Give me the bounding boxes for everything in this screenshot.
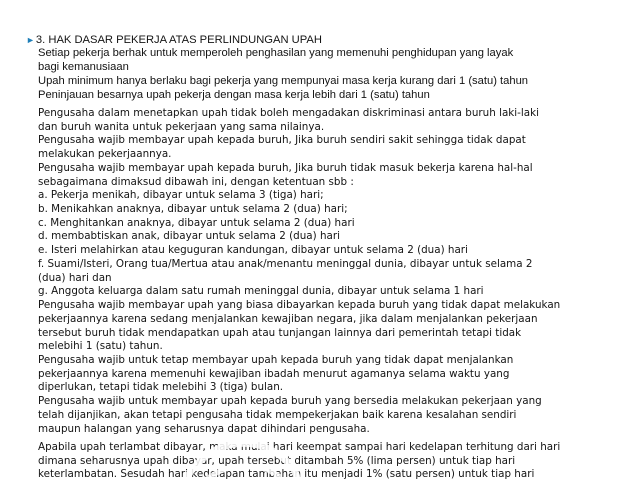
- footer-paragraph: [38, 441, 633, 482]
- body-line: Pengusaha wajib membayar upah kepada buruh, Jika buruh sendiri sakit sehingga tidak dapat: [38, 134, 526, 147]
- footer-line: dimana seharusnya upah dibayar, upah tersebut ditambah 5% (lima persen) untuk tiap hari: [38, 454, 516, 467]
- footer-line: Apabila upah terlambat dibayar, maka mulai hari keempat sampai hari kedelapan terhitung dari hari: [38, 441, 561, 453]
- body-line: tersebut buruh tidak mendapatkan upah atau tunjangan lainnya dari pemerintah tetapi tidak: [38, 326, 522, 339]
- body-line: Pengusaha wajib membayar upah kepada buruh, Jika buruh tidak masuk bekerja karena hal-hal: [38, 161, 533, 174]
- body-line: melebihi 1 (satu) tahun.: [38, 340, 163, 353]
- list-item: b. Menikahkan anaknya, dibayar untuk selama 2 (dua) hari;: [38, 203, 348, 216]
- intro-line: Peninjauan besarnya upah pekerja dengan masa kerja lebih dari 1 (satu) tahun: [38, 89, 430, 102]
- body-line: telah dijanjikan, akan tetapi pengusaha tidak mempekerjakan baik karena kesalahan sendiri: [38, 408, 517, 421]
- body-line: Pengusaha wajib untuk tetap membayar upah kepada buruh yang tidak dapat menjalankan: [38, 353, 514, 366]
- list-item: d. membabtiskan anak, dibayar untuk selama 2 (dua) hari: [38, 230, 340, 243]
- heading: 3. HAK DASAR PEKERJA ATAS PERLINDUNGAN UPAH: [35, 34, 322, 46]
- heading-row: [26, 33, 322, 47]
- body-line: pekerjaannya karena sedang menjalankan kewajiban negara, jika dalam menjalankan pekerjaan: [38, 312, 538, 325]
- body-line: maupun halangan yang seharusnya dapat dihindari pengusaha.: [38, 422, 370, 435]
- body-line: Pengusaha dalam menetapkan upah tidak boleh mengadakan diskriminasi antara buruh laki-laki: [38, 107, 539, 119]
- list-item: c. Menghitankan anaknya, dibayar untuk selama 2 (dua) hari: [38, 216, 355, 229]
- body-line: dan buruh wanita untuk pekerjaan yang sama nilainya.: [38, 120, 325, 133]
- list-item: f. Suami/Isteri, Orang tua/Mertua atau anak/menantu meninggal dunia, dibayar untuk selama 2: [38, 257, 533, 270]
- list-item: a. Pekerja menikah, dibayar untuk selama 3 (tiga) hari;: [38, 189, 324, 202]
- intro-paragraph: [38, 46, 633, 102]
- intro-line: Upah minimum hanya berlaku bagi pekerja yang mempunyai masa kerja kurang dari 1 (satu) tahun: [38, 75, 529, 88]
- body-line: sebagaimana dimaksud dibawah ini, dengan ketentuan sbb :: [38, 175, 354, 188]
- body-paragraph: [38, 107, 633, 436]
- list-item: (dua) hari dan: [38, 271, 112, 284]
- body-line: pekerjaannya karena memenuhi kewajiban ibadah menurut agamanya selama waktu yang: [38, 367, 510, 380]
- body-line: diperlukan, tetapi tidak melebihi 3 (tiga) bulan.: [38, 381, 284, 394]
- list-item: e. Isteri melahirkan atau keguguran kandungan, dibayar untuk selama 2 (dua) hari: [38, 244, 468, 257]
- intro-line: Setiap pekerja berhak untuk memperoleh penghasilan yang memenuhi penghidupan yang layak: [38, 47, 514, 59]
- arrow-bullet-icon: ►: [26, 35, 35, 45]
- body-line: Pengusaha wajib membayar upah yang biasa dibayarkan kepada buruh yang tidak dapat melakukan: [38, 299, 561, 312]
- intro-line: bagi kemanusiaan: [38, 61, 129, 74]
- body-line: melakukan pekerjaannya.: [38, 148, 172, 161]
- swirl-decoration-icon: [175, 432, 315, 492]
- list-item: g. Anggota keluarga dalam satu rumah meninggal dunia, dibayar untuk selama 1 hari: [38, 285, 484, 298]
- body-line: Pengusaha wajib untuk membayar upah kepada buruh yang bersedia melakukan pekerjaan yang: [38, 395, 542, 408]
- footer-line: keterlambatan. Sesudah hari kedelapan tambahan itu menjadi 1% (satu persen) untuk tiap hari: [38, 468, 535, 481]
